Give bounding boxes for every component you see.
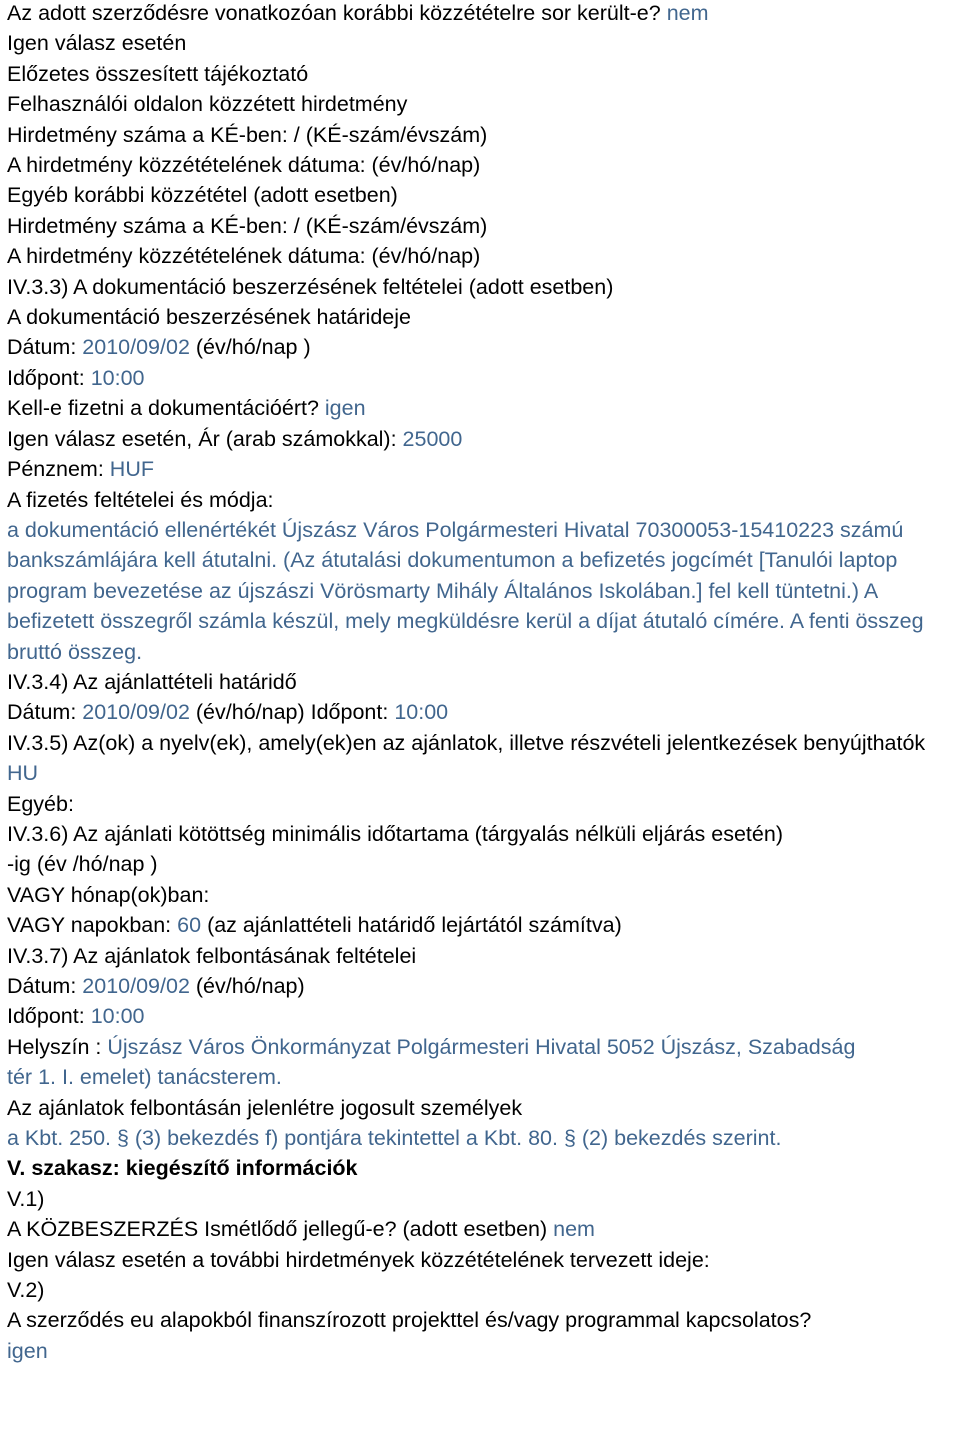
documentation-date-value: 2010/09/02 [82,335,190,360]
binding-months-line: VAGY hónap(ok)ban: [7,882,210,907]
tender-deadline-line [7,697,960,727]
currency-line [7,454,960,484]
payment-terms-heading: A fizetés feltételei és módja: [7,487,274,512]
opening-time-line [7,1001,960,1031]
prior-publication-value: nem [666,1,709,25]
notice-date-line-2: A hirdetmény közzétételének dátuma: (év/hó/nap) [7,244,481,269]
currency-label: Pénznem: [7,457,104,482]
notice-number-line-2: Hirdetmény száma a KÉ-ben: / (KÉ-szám/évszám) [7,213,488,238]
payment-question-value: igen [324,396,366,421]
section-v-1-label: V.1) [7,1186,45,1211]
opening-attendees-heading: Az ajánlatok felbontásán jelenlétre jogosult személyek [7,1095,523,1120]
opening-date-value: 2010/09/02 [82,974,190,998]
binding-days-value: 60 [177,913,202,938]
prior-info-notice: Előzetes összesített tájékoztató [7,61,309,86]
payment-terms-paragraph: a dokumentáció ellenértékét Újszász Város Polgármesteri Hivatal 70300053-15410223 számú bankszámlájára kell átutalni. (Az átutalási dokumentumon a befizetés jogcímét [Tanulói laptop program bevezetése az újszászi Vörösmarty Mihály Általános Iskolában.] fel kell tüntetni.) A befizetett összegről számla készül, mely megküldésre kerül a díjat átutaló címére. A fenti összeg bruttó összeg. [7,517,924,664]
documentation-date-line [7,332,960,362]
section-v-heading: V. szakasz: kiegészítő információk [7,1156,358,1181]
tender-deadline-date: 2010/09/02 [82,700,190,725]
other-language-line: Egyéb: [7,791,74,816]
opening-date-line [7,971,960,1001]
date-label: Dátum: [7,974,77,998]
recurring-procurement-line [7,1214,960,1244]
payment-question-label: Kell-e fizetni a dokumentációért? [7,396,319,421]
eu-funds-value: igen [7,1338,48,1363]
recurring-value: nem [553,1217,595,1242]
price-value: 25000 [402,426,463,451]
opening-location-value: Újszász Város Önkormányzat Polgármesteri Hivatal 5052 Újszász, Szabadság tér 1. I. emelet) tanácsterem. [7,1034,856,1090]
further-notices-timing-line: Igen válasz esetén a további hirdetmények közzétételének tervezett ideje: [7,1247,710,1272]
documentation-time-value: 10:00 [90,365,145,390]
opening-location-line [7,1032,960,1093]
notice-number-line: Hirdetmény száma a KÉ-ben: / (KÉ-szám/évszám) [7,122,488,147]
opening-attendees-value: a Kbt. 250. § (3) bekezdés f) pontjára tekintettel a Kbt. 80. § (2) bekezdés szerint. [7,1126,782,1151]
section-v-2-label: V.2) [7,1278,45,1303]
binding-until-line: -ig (év /hó/nap ) [7,852,158,877]
buyer-profile-notice: Felhasználói oldalon közzétett hirdetmény [7,92,408,117]
date-format-hint: (év/hó/nap) [195,974,305,998]
binding-days-line [7,910,960,940]
price-label: Igen válasz esetén, Ár (arab számokkal): [7,426,397,451]
documentation-payment-question [7,393,960,423]
prior-publication-question [7,0,960,28]
date-format-and-time-label: (év/hó/nap) Időpont: [195,700,389,725]
section-iv-3-5-heading: IV.3.5) Az(ok) a nyelv(ek), amely(ek)en az ajánlatok, illetve részvételi jelentkezések benyújthatók [7,730,926,755]
section-iv-3-3-heading: IV.3.3) A dokumentáció beszerzésének feltételei (adott esetben) [7,274,614,299]
currency-value: HUF [109,457,154,482]
documentation-time-line [7,363,960,393]
section-iv-3-7-heading: IV.3.7) Az ajánlatok felbontásának feltételei [7,943,417,968]
date-label: Dátum: [7,700,77,725]
notice-date-line: A hirdetmény közzétételének dátuma: (év/hó/nap) [7,153,481,178]
days-label: VAGY napokban: [7,913,172,938]
prior-publication-label: Az adott szerződésre vonatkozóan korábbi közzétételre sor került-e? [7,1,661,25]
eu-funds-question: A szerződés eu alapokból finanszírozott projekttel és/vagy programmal kapcsolatos? [7,1308,812,1333]
documentation-price-line [7,424,960,454]
time-label: Időpont: [7,1004,85,1029]
section-iv-3-6-heading: IV.3.6) Az ajánlati kötöttség minimális időtartama (tárgyalás nélküli eljárás esetén) [7,821,783,846]
opening-time-value: 10:00 [90,1004,145,1029]
if-yes-heading: Igen válasz esetén [7,31,187,56]
recurring-label: A KÖZBESZERZÉS Ismétlődő jellegű-e? (adott esetben) [7,1217,548,1242]
language-value: HU [7,761,39,786]
date-format-hint: (év/hó/nap ) [195,335,311,360]
time-label: Időpont: [7,365,85,390]
date-label: Dátum: [7,335,77,360]
location-label: Helyszín : [7,1034,102,1059]
tender-deadline-time: 10:00 [394,700,449,725]
other-prior-publication: Egyéb korábbi közzététel (adott esetben) [7,183,398,208]
section-iv-3-4-heading: IV.3.4) Az ajánlattételi határidő [7,669,297,694]
documentation-deadline-heading: A dokumentáció beszerzésének határideje [7,305,411,330]
days-suffix: (az ajánlattételi határidő lejártától számítva) [207,913,622,938]
